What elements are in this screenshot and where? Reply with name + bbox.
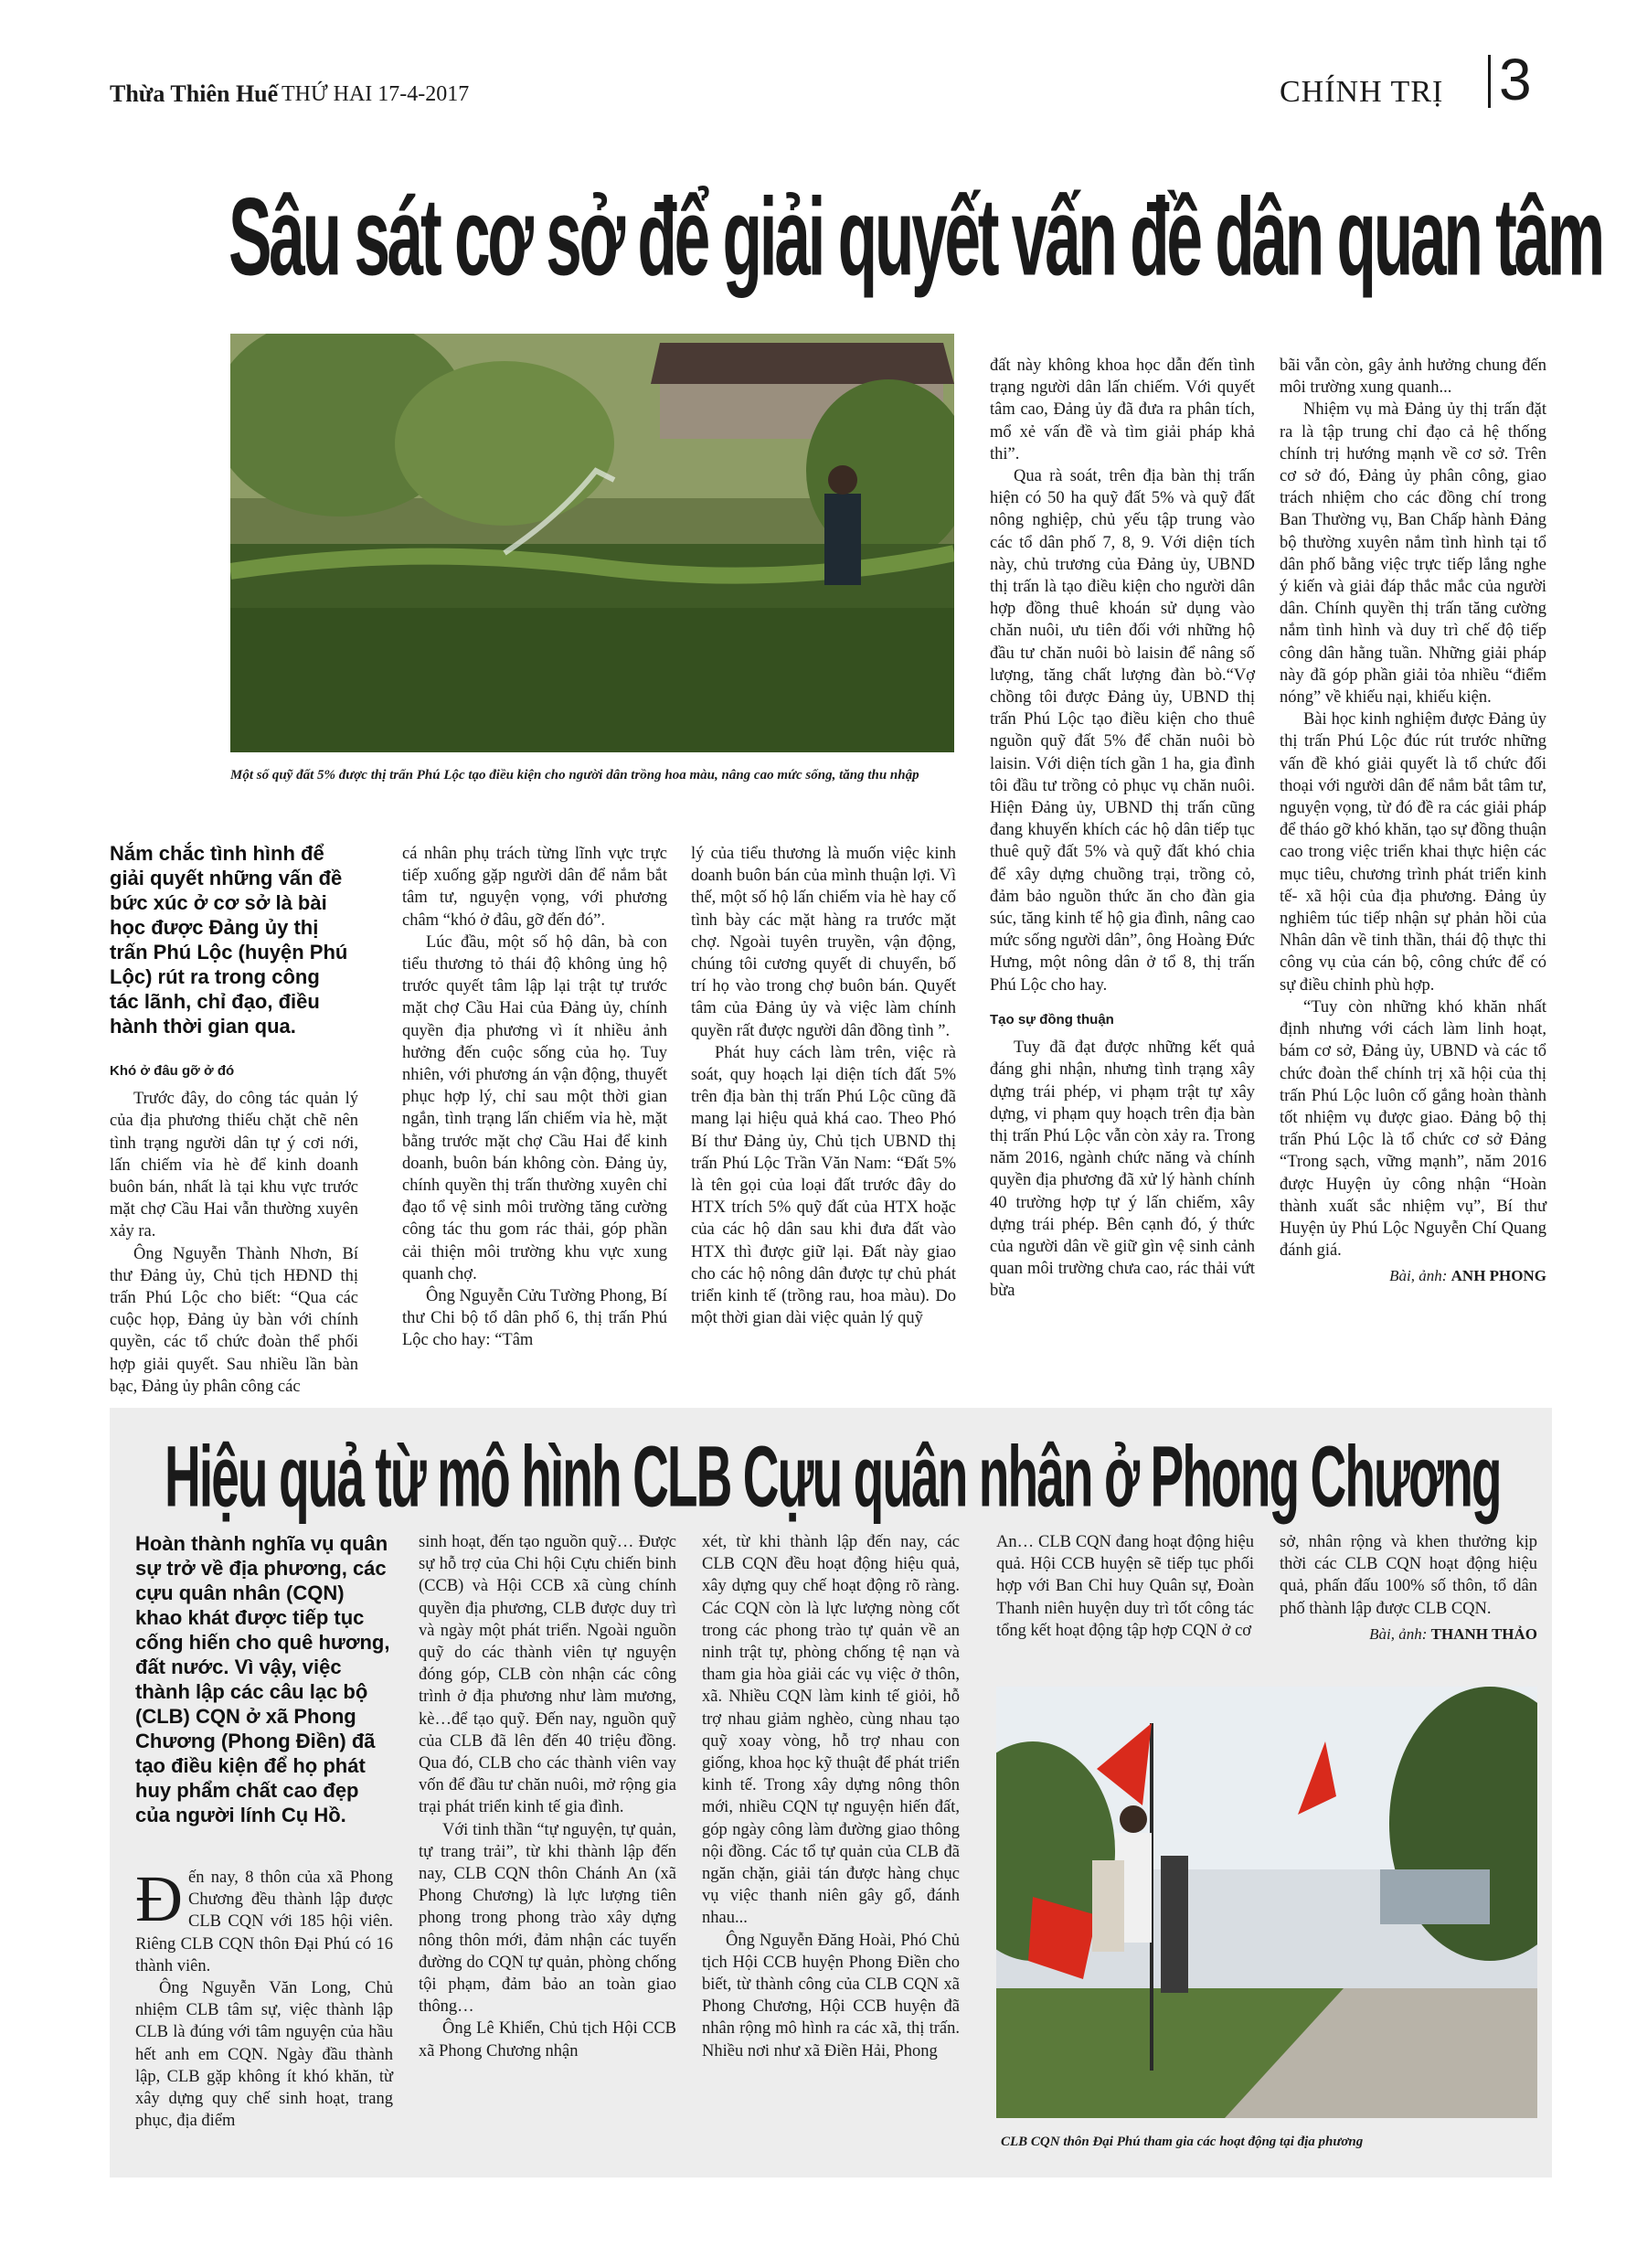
article1-subhead-1: Khó ở đâu gỡ ở đó xyxy=(110,1063,235,1079)
paragraph: bãi vẫn còn, gây ảnh hưởng chung đến môi trường xung quanh... xyxy=(1280,357,1546,398)
byline-label: Bài, ảnh: xyxy=(1369,1624,1428,1643)
paragraph: Ông Lê Khiển, Chủ tịch Hội CCB xã Phong Chương nhận xyxy=(419,2019,676,2060)
paragraph: Ông Nguyễn Cửu Tường Phong, Bí thư Chi bộ tổ dân phố 6, thị trấn Phú Lộc cho hay: “Tâm xyxy=(402,1287,667,1350)
article2-photo xyxy=(996,1687,1537,2118)
article1-byline xyxy=(1280,1265,1546,1287)
paragraph: đất này không khoa học dẫn đến tình trạng người dân lấn chiếm. Với quyết tâm cao, Đảng ủy đã đưa ra phân tích, mổ xẻ vấn đề và tìm giải pháp khả thi”. xyxy=(990,357,1255,463)
article1-column-5 xyxy=(1280,355,1546,1288)
byline-author: ANH PHONG xyxy=(1450,1267,1546,1285)
article1-headline: Sâu sát cơ sở để giải quyết vấn đề dân quan tâm xyxy=(228,174,1602,299)
paragraph: Phát huy cách làm trên, việc rà soát, quy hoạch lại diện tích đất 5% trên địa bàn thị trấn Phú Lộc cũng đã mang lại hiệu quả khá cao. Theo Phó Bí thư Đảng ủy, Chủ tịch UBND thị trấn Phú Lộc Trần Văn Nam: “Đất 5% là tên gọi của loại đất trước đây do HTX trích 5% quỹ đất của HTX hoặc của các hộ dân sau khi đưa đất vào HTX thì được giữ lại. Đất này giao cho các hộ nông dân được tự chủ phát triển kinh tế (trồng rau, hoa màu). Do một thời gian dài việc quản lý quỹ xyxy=(691,1043,956,1328)
byline-author: THANH THẢO xyxy=(1430,1624,1537,1643)
article1-lead: Nắm chắc tình hình để giải quyết những vấn đề bức xúc ở cơ sở là bài học được Đảng ủy thị trấn Phú Lộc (huyện Phú Lộc) rút ra trong công tác lãnh, chỉ đạo, điều hành thời gian qua. xyxy=(110,842,348,1038)
paragraph: Ông Nguyễn Văn Long, Chủ nhiệm CLB tâm sự, việc thành lập CLB là đúng với tâm nguyện của hầu hết anh em CQN. Ngày đầu thành lập, CLB gặp không ít khó khăn, từ xây dựng quy chế sinh hoạt, trang phục, địa điểm xyxy=(135,1979,393,2131)
paragraph: Qua rà soát, trên địa bàn thị trấn hiện có 50 ha quỹ đất 5% và quỹ đất nông nghiệp, chủ yếu tập trung vào các tổ dân phố 7, 8, 9. Với diện tích này, chủ trương của Đảng ủy, UBND thị trấn là tạo điều kiện cho người dân hợp đồng thuê khoán sử dụng vào chăn nuôi, ưu tiên đối với những hộ đầu tư chăn nuôi bò laisin để nâng số lượng, tăng chất lượng đàn bò.“Vợ chồng tôi được Đảng ủy, UBND thị trấn Phú Lộc tạo điều kiện cho thuê nguồn quỹ đất 5% để chăn nuôi bò laisin. Với diện tích gần 1 ha, gia đình tôi đầu tư trồng cỏ phục vụ chăn nuôi. Hiện Đảng ủy, UBND thị trấn cũng đang khuyến khích các hộ dân tiếp tục thuê quỹ đất 5% và quỹ đất khó chia để xây dựng chuồng trại, trồng cỏ, đảm bảo nguồn thức ăn cho đàn gia súc, tăng kinh tế hộ gia đình, nâng cao mức sống người dân”, ông Hoàng Đức Hưng, một nông dân ở tổ 8, thị trấn Phú Lộc cho hay. xyxy=(990,467,1255,995)
article2-column-4 xyxy=(996,1531,1254,1642)
paragraph: sở, nhân rộng và khen thưởng kịp thời các CLB CQN hoạt động hiệu quả, phấn đấu 100% số thôn, tổ dân phố thành lập được CLB CQN. xyxy=(1280,1533,1537,1618)
masthead: Thừa Thiên Huế xyxy=(110,80,279,107)
article2-byline xyxy=(1280,1624,1537,1645)
article1-column-2 xyxy=(402,843,667,1352)
paragraph: lý của tiểu thương là muốn việc kinh doanh buôn bán của mình thuận lợi. Vì thế, một số hộ lấn chiếm vỉa hè hay cố tình bày các mặt hàng ra trước mặt chợ. Ngoài tuyên truyền, vận động, chúng tôi cương quyết di chuyển, bố trí họ vào trong chợ buôn bán. Quyết tâm của Đảng ủy và việc làm chính quyền rất được người dân đồng tình ”. xyxy=(691,845,956,1040)
article2-photo-caption: CLB CQN thôn Đại Phú tham gia các hoạt động tại địa phương xyxy=(1001,2135,1364,2149)
paragraph: Lúc đầu, một số hộ dân, bà con tiểu thương tỏ thái độ không ủng hộ trước quyết tâm lập lại trật tự trước mặt chợ Cầu Hai của Đảng ủy, chính quyền địa phương vì ít nhiều ảnh hưởng đến cuộc sống của họ. Tuy nhiên, với phương án vận động, thuyết phục hợp lý, chỉ sau một thời gian ngắn, tình trạng lấn chiếm vỉa hè, mặt bằng trước mặt chợ Cầu Hai để kinh doanh, buôn bán không còn. Đảng ủy, chính quyền thị trấn thường xuyên chỉ đạo tổ vệ sinh môi trường tăng cường công tác thu gom rác thải, góp phần cải thiện môi trường khu vực xung quanh chợ. xyxy=(402,932,667,1283)
paragraph: Ông Nguyễn Đăng Hoài, Phó Chủ tịch Hội CCB huyện Phong Điền cho biết, từ thành công của CLB CQN xã Phong Chương, Hội CCB huyện đã nhân rộng mô hình ra các xã, thị trấn. Nhiều nơi như xã Điền Hải, Phong xyxy=(702,1931,960,2060)
article2-column-1 xyxy=(135,1862,393,2132)
byline-label: Bài, ảnh: xyxy=(1389,1267,1448,1285)
article1-column-4 xyxy=(990,355,1255,1303)
drop-cap: Đ xyxy=(135,1862,183,1935)
paragraph: Trước đây, do công tác quản lý của địa phương thiếu chặt chẽ nên tình trạng người dân tự ý cơi nới, lấn chiếm vỉa hè để kinh doanh buôn bán, nhất là tại khu vực trước mặt chợ Cầu Hai vẫn thường xuyên xảy ra. xyxy=(110,1090,358,1241)
paragraph: sinh hoạt, đến tạo nguồn quỹ… Được sự hỗ trợ của Chi hội Cựu chiến binh (CCB) và Hội CCB xã cùng chính quyền địa phương, CLB được duy trì và ngày một phát triển. Ngoài nguồn quỹ do các thành viên tự nguyện đóng góp, CLB còn nhận các công trình ở địa phương như làm mương, kè…để tạo quỹ. Đến nay, nguồn quỹ của CLB đã lên đến 40 triệu đồng. Qua đó, CLB cho các thành viên vay vốn để đầu tư chăn nuôi, mở rộng gia trại phát triển kinh tế gia đình. xyxy=(419,1533,676,1817)
paragraph: cá nhân phụ trách từng lĩnh vực trực tiếp xuống gặp người dân để nắm bắt tâm tư, nguyện vọng, với phương châm “khó ở đâu, gỡ đến đó”. xyxy=(402,845,667,930)
article1-column-3 xyxy=(691,843,956,1329)
paragraph: xét, từ khi thành lập đến nay, các CLB CQN đều hoạt động hiệu quả, xây dựng quy chế hoạt động rõ ràng. Các CQN còn là lực lượng nòng cốt trong các phong trào tự quản về an ninh trật tự, phòng chống tệ nạn và tham gia hòa giải các vụ việc ở thôn, xã. Nhiều CQN làm kinh tế giỏi, hỗ trợ nhau giảm nghèo, cùng nhau tạo quỹ xoay vòng, hỗ trợ nhau con giống, khoa học kỹ thuật để phát triển kinh tế. Trong xây dựng nông thôn mới, nhiều CQN tự nguyện hiến đất, góp ngày công làm đường giao thông nội đồng. Các tổ tự quản của CLB đã ngăn chặn, giải tán được hàng chục vụ việc thanh niên gây gổ, đánh nhau... xyxy=(702,1533,960,1928)
article1-photo xyxy=(230,334,954,752)
paragraph: ến nay, 8 thôn của xã Phong Chương đều thành lập được CLB CQN với 185 hội viên. Riêng CLB CQN thôn Đại Phú có 16 thành viên. xyxy=(135,1869,393,1975)
page-number: 3 xyxy=(1499,47,1532,112)
paragraph: Bài học kinh nghiệm được Đảng ủy thị trấn Phú Lộc đúc rút trước những vấn đề khó giải quyết là tổ chức đối thoại với người dân để nắm bắt tâm tư, nguyện vọng, từ đó đề ra các giải pháp để tháo gỡ khó khăn, tạo sự đồng thuận cao trong việc triển khai thực hiện các mục tiêu, chương trình phát triển kinh tế- xã hội của địa phương. Đảng ủy nghiêm túc tiếp nhận sự phản hồi của Nhân dân về tinh thần, thái độ thực thi công vụ của cán bộ, công chức để có sự điều chỉnh phù hợp. xyxy=(1280,710,1546,995)
article2-headline: Hiệu quả từ mô hình CLB Cựu quân nhân ở Phong Chương xyxy=(165,1428,1501,1526)
article1-subhead-2: Tạo sự đồng thuận xyxy=(990,1011,1114,1028)
issue-date: THỨ HAI 17-4-2017 xyxy=(282,82,470,106)
article2-column-5 xyxy=(1280,1531,1537,1645)
article2-column-3 xyxy=(702,1531,960,2062)
article1-photo-caption: Một số quỹ đất 5% được thị trấn Phú Lộc tạo điều kiện cho người dân trồng hoa màu, nâng cao mức sống, tăng thu nhập xyxy=(230,768,919,783)
section-name: CHÍNH TRỊ xyxy=(1280,75,1444,109)
article1-column-1 xyxy=(110,1060,358,1398)
paragraph: “Tuy còn những khó khăn nhất định nhưng với cách làm linh hoạt, bám cơ sở, Đảng ủy, UBND và các tổ chức đoàn thể chính trị xã hội của thị trấn Phú Lộc luôn cố gắng hoàn thành tốt nhiệm vụ được giao. Đảng bộ thị trấn Phú Lộc là tổ chức cơ sở Đảng “Trong sạch, vững mạnh”, năm 2016 được Huyện ủy công nhận “Hoàn thành xuất sắc nhiệm vụ”, Bí thư Huyện ủy Phú Lộc Nguyễn Chí Quang đánh giá. xyxy=(1280,997,1546,1261)
paragraph: An… CLB CQN đang hoạt động hiệu quả. Hội CCB huyện sẽ tiếp tục phối hợp với Ban Chỉ huy Quân sự, Đoàn Thanh niên huyện duy trì tốt công tác tổng kết hoạt động tập hợp CQN ở cơ xyxy=(996,1533,1254,1640)
article2-column-2 xyxy=(419,1531,676,2062)
paragraph: Với tinh thần “tự nguyện, tự quản, tự trang trải”, từ khi thành lập đến nay, CLB CQN thôn Chánh An (xã Phong Chương) là lực lượng tiên phong trong phong trào xây dựng nông thôn mới, đảm nhận các tuyến đường do CQN tự quản, phòng chống tội phạm, đảm bảo an toàn giao thông… xyxy=(419,1820,676,2017)
paragraph: Tuy đã đạt được những kết quả đáng ghi nhận, nhưng tình trạng xây dựng trái phép, vi phạm trật tự xây dựng, vi phạm quy hoạch trên địa bàn thị trấn Phú Lộc vẫn còn xảy ra. Trong năm 2016, ngành chức năng và chính quyền địa phương đã xử lý hành chính 40 trường hợp tự ý lấn chiếm, xây dựng trái phép. Bên cạnh đó, ý thức của người dân về giữ gìn vệ sinh cảnh quan môi trường chưa cao, rác thải vứt bừa xyxy=(990,1038,1255,1301)
article2-lead: Hoàn thành nghĩa vụ quân sự trở về địa phương, các cựu quân nhân (CQN) khao khát được tiếp tục cống hiến cho quê hương, đất nước. Vì vậy, việc thành lập các câu lạc bộ (CLB) CQN ở xã Phong Chương (Phong Điền) đã tạo điều kiện để họ phát huy phẩm chất cao đẹp của người lính Cụ Hồ. xyxy=(135,1532,390,1826)
header-divider xyxy=(1488,55,1491,108)
paragraph: Ông Nguyễn Thành Nhơn, Bí thư Đảng ủy, Chủ tịch HĐND thị trấn Phú Lộc cho biết: “Qua các cuộc họp, Đảng ủy bàn với chính quyền, các tổ chức đoàn thể phối hợp giải quyết. Sau nhiều lần bàn bạc, Đảng ủy phân công các xyxy=(110,1244,358,1396)
paragraph: Nhiệm vụ mà Đảng ủy thị trấn đặt ra là tập trung chỉ đạo cả hệ thống chính trị hướng mạnh về cơ sở. Trên cơ sở đó, Đảng ủy phân công, giao trách nhiệm cho các đồng chí trong Ban Thường vụ, Ban Chấp hành Đảng bộ thường xuyên nắm tình hình tại tổ dân phố bằng việc trực tiếp lắng nghe ý kiến và giải đáp thắc mắc của người dân. Chính quyền thị trấn tăng cường nắm tình hình và duy trì chế độ tiếp công dân hằng tuần. Những giải pháp này đã góp phần giải tỏa nhiều “điểm nóng” về khiếu nại, khiếu kiện. xyxy=(1280,400,1546,708)
